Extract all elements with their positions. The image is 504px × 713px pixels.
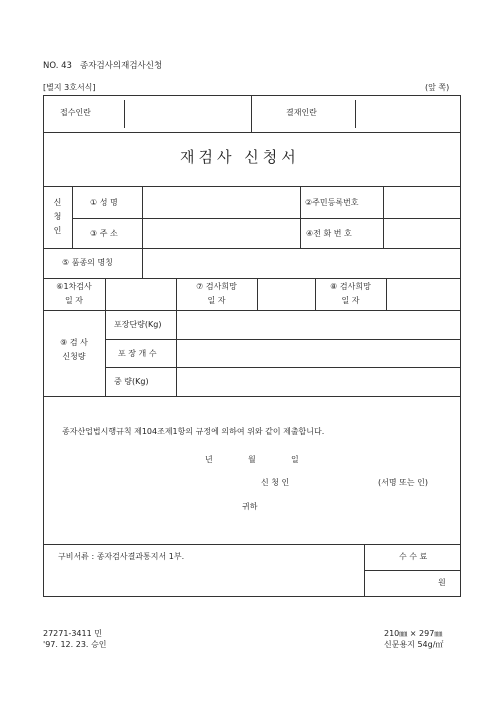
fee-label: 수 수 료 bbox=[399, 552, 428, 561]
applicant-signature-label: 신 청 인 bbox=[261, 478, 290, 487]
form-number-title bbox=[43, 62, 162, 71]
address-label: ③ 주 소 bbox=[90, 229, 118, 238]
form-type: [별지 3호서식] bbox=[43, 83, 96, 92]
approval-stamp-label: 결재인란 bbox=[286, 108, 317, 117]
submission-statement: 종자산업법시행규칙 제104조제1항의 규정에 의하여 위와 같이 제출합니다. bbox=[62, 427, 325, 436]
package-unit-weight-label: 포장단량(Kg) bbox=[114, 320, 162, 329]
phone-label: ④전 화 번 호 bbox=[306, 229, 352, 238]
fee-unit: 원 bbox=[438, 578, 446, 587]
package-count-label: 포 장 개 수 bbox=[118, 349, 157, 358]
page-side: (앞 쪽) bbox=[425, 83, 450, 92]
required-documents: 구비서류 : 종자검사결과통지서 1부. bbox=[58, 552, 185, 561]
reception-stamp-label: 접수인란 bbox=[60, 108, 91, 117]
variety-name-label: ⑤ 품종의 명칭 bbox=[62, 258, 113, 267]
applicant-group-label: 신 청 인 bbox=[53, 198, 62, 235]
paper-type: 신문용지 54g/㎡ bbox=[384, 640, 444, 649]
date-day: 일 bbox=[291, 455, 299, 464]
first-exam-date-label: ⑥1차검사 일 자 bbox=[56, 282, 92, 305]
document-title: 재검사 신청서 bbox=[180, 148, 300, 166]
date-month: 월 bbox=[248, 455, 256, 464]
resident-number-label: ②주민등록번호 bbox=[305, 198, 359, 207]
form-code: 27271-3411 민 bbox=[43, 629, 102, 638]
paper-size: 210㎜ × 297㎜ bbox=[384, 629, 443, 638]
desired-exam-date-2-label: ⑧ 검사희망 일 자 bbox=[330, 282, 371, 305]
date-year: 년 bbox=[205, 455, 213, 464]
approval-date: '97. 12. 23. 승인 bbox=[43, 640, 107, 649]
weight-label: 중 량(Kg) bbox=[114, 377, 149, 386]
form-number: NO. 43 bbox=[43, 61, 72, 71]
exam-quantity-label: ⑨ 검 사 신청량 bbox=[60, 338, 88, 361]
sign-or-seal: (서명 또는 인) bbox=[378, 478, 428, 487]
desired-exam-date-label: ⑦ 검사희망 일 자 bbox=[196, 282, 237, 305]
name-label: ① 성 명 bbox=[90, 198, 118, 207]
form-title: 종자검사의재검사신청 bbox=[80, 61, 163, 71]
addressee-label: 귀하 bbox=[242, 502, 258, 511]
